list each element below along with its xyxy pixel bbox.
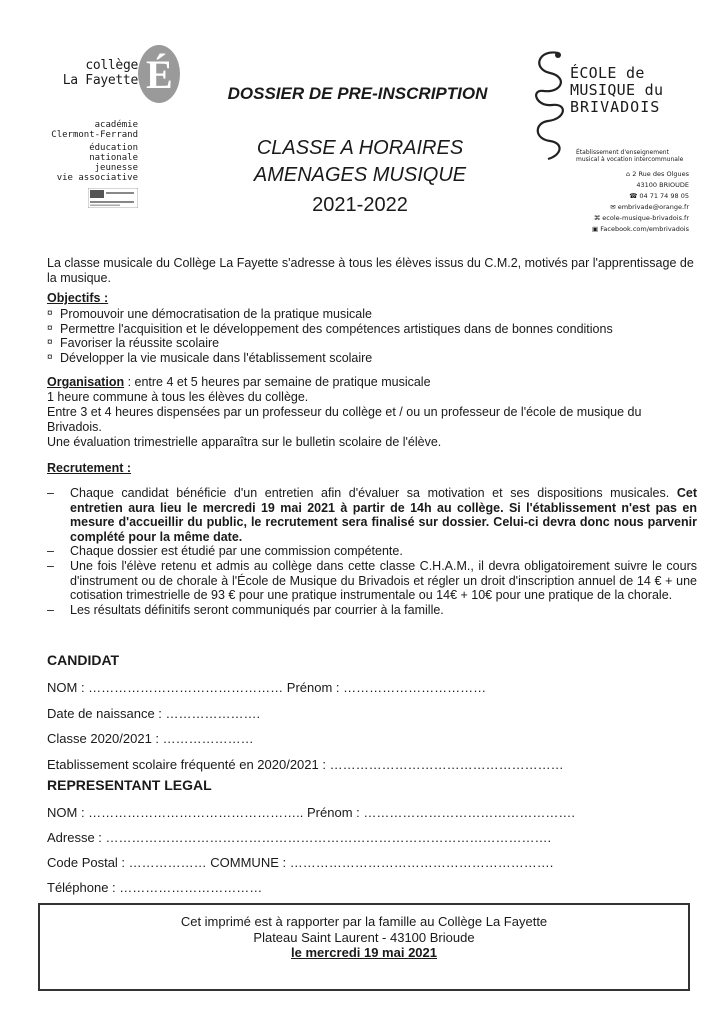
college-name bbox=[63, 58, 138, 88]
facebook-icon: ▣ bbox=[592, 225, 601, 233]
ministry-line2: nationale bbox=[89, 153, 138, 163]
list-item bbox=[47, 603, 697, 618]
list-item bbox=[47, 544, 697, 559]
organisation-text: : entre 4 et 5 heures par semaine de pratique musicale bbox=[124, 375, 431, 389]
objectifs-heading: Objectifs : bbox=[47, 291, 109, 305]
recrutement-text: Les résultats définitifs seront communiqués par courrier à la famille. bbox=[70, 602, 444, 617]
recrutement-bold-text: Cet entretien aura lieu le mercredi 19 mai 2021 à partir de 14h au collège. Si l'établissement n'est pas en mesure d'accueillir du public, le recrutement sera finalisé sur dossier. Celui-ci devra donc nous parvenir complété pour la même date. bbox=[70, 486, 697, 544]
list-item bbox=[47, 486, 697, 544]
web-icon: ⌘ bbox=[593, 214, 603, 222]
document-title: DOSSIER DE PRE-INSCRIPTION bbox=[227, 84, 488, 103]
list-item bbox=[47, 351, 697, 366]
school-name-line1: ÉCOLE de bbox=[570, 64, 645, 82]
college-name-line2: La Fayette bbox=[62, 73, 138, 88]
candidat-school-field[interactable]: Etablissement scolaire fréquenté en 2020/2021 : ……………………………………………… bbox=[47, 757, 564, 772]
logo-letter: É bbox=[146, 52, 173, 97]
notice-line1: Cet imprimé est à rapporter par la famille au Collège La Fayette bbox=[180, 914, 548, 929]
school-phone: 04 71 74 98 05 bbox=[639, 192, 689, 200]
recrutement-text: Chaque dossier est étudié par une commission compétente. bbox=[70, 544, 403, 559]
ministry-line3: jeunesse bbox=[94, 163, 138, 173]
dash-icon: – bbox=[47, 544, 54, 559]
establishment-description: Établissement d'enseignement musical à vocation intercommunale bbox=[576, 149, 684, 163]
phone-icon: ☎ bbox=[629, 192, 640, 200]
academy-line2: Clermont-Ferrand bbox=[51, 130, 138, 140]
ministry-line1: éducation bbox=[89, 143, 138, 153]
recrutement-text: Chaque candidat bénéficie d'un entretien afin d'évaluer sa motivation et ses dispositions musicales. bbox=[70, 486, 677, 500]
school-address: 2 Rue des Olgues bbox=[632, 170, 689, 178]
representant-phone-field[interactable]: Téléphone : …………………………… bbox=[47, 880, 263, 895]
representant-address-field[interactable]: Adresse : …………………………………………………………………………………………. bbox=[47, 830, 552, 845]
bullet-icon: ¤ bbox=[47, 352, 53, 364]
email-icon: ✉ bbox=[610, 203, 618, 211]
organisation-line1 bbox=[47, 375, 697, 390]
dash-icon: – bbox=[47, 486, 54, 500]
representant-postal-field[interactable]: Code Postal : ……………… COMMUNE : ……………………………………………………. bbox=[47, 855, 554, 870]
recrutement-heading: Recrutement : bbox=[47, 461, 132, 475]
ministry-name bbox=[57, 143, 138, 183]
college-name-line1: collège bbox=[85, 58, 138, 73]
representant-heading: REPRESENTANT LEGAL bbox=[47, 777, 212, 793]
organisation-line4: Une évaluation trimestrielle apparaîtra sur le bulletin scolaire de l'élève. bbox=[47, 435, 442, 449]
candidat-name-field[interactable]: NOM : ……………………………………… Prénom : …………………………… bbox=[47, 680, 487, 695]
list-item bbox=[47, 336, 697, 351]
objectifs-list bbox=[47, 307, 697, 366]
bullet-icon: ¤ bbox=[47, 322, 53, 334]
notice-line2: Plateau Saint Laurent - 43100 Brioude bbox=[253, 929, 475, 945]
representant-name-field[interactable]: NOM : ………………………………………….. Prénom : …………………………………………. bbox=[47, 805, 575, 820]
music-clef-icon bbox=[528, 47, 574, 167]
school-city: 43100 BRIOUDE bbox=[636, 181, 689, 189]
candidat-birthdate-field[interactable]: Date de naissance : …………………. bbox=[47, 706, 261, 721]
notice-deadline: le mercredi 19 mai 2021 bbox=[291, 945, 437, 960]
location-icon: ⌂ bbox=[626, 170, 633, 178]
bullet-icon: ¤ bbox=[47, 308, 53, 319]
music-school-logo bbox=[528, 45, 693, 255]
marianne-logo-icon bbox=[88, 188, 138, 208]
objectif-text: Développer la vie musicale dans l'établissement scolaire bbox=[60, 351, 373, 366]
school-contact bbox=[592, 169, 689, 235]
objectif-text: Favoriser la réussite scolaire bbox=[60, 336, 220, 351]
class-title bbox=[195, 135, 525, 189]
list-item bbox=[47, 322, 697, 337]
school-email[interactable]: embrivade@orange.fr bbox=[617, 203, 689, 211]
bullet-icon: ¤ bbox=[47, 337, 53, 349]
class-title-line2: AMENAGES MUSIQUE bbox=[253, 164, 467, 186]
academy-name bbox=[51, 120, 138, 140]
recrutement-text: Une fois l'élève retenu et admis au collège dans cette classe C.H.A.M., il devra obligatoirement suivre le cours d'instrument ou de chorale à l'École de Musique du Brivadois et régler un droit d'inscription annuel de 14 € + une cotisation trimestrielle de 93 € pour une pratique instrumentale ou 14€ + 10€ pour une pratique de la chorale. bbox=[70, 558, 697, 603]
school-name-line2: MUSIQUE du bbox=[570, 81, 664, 99]
candidat-heading: CANDIDAT bbox=[47, 652, 120, 668]
organisation-line2: 1 heure commune à tous les élèves du collège. bbox=[47, 390, 309, 404]
school-year: 2021-2022 bbox=[312, 194, 408, 216]
dash-icon: – bbox=[47, 558, 54, 573]
objectif-text: Promouvoir une démocratisation de la pratique musicale bbox=[60, 307, 372, 321]
objectif-text: Permettre l'acquisition et le développement des compétences artistiques dans de bonnes conditions bbox=[60, 321, 613, 336]
music-school-name bbox=[570, 65, 663, 116]
intro-text: La classe musicale du Collège La Fayette s'adresse à tous les élèves issus du C.M.2, motivés par l'apprentissage de la musique. bbox=[47, 256, 694, 285]
organisation-heading: Organisation bbox=[47, 375, 125, 389]
class-title-line1: CLASSE A HORAIRES bbox=[256, 137, 464, 159]
list-item bbox=[47, 559, 697, 603]
school-facebook[interactable]: Facebook.com/embrivadois bbox=[600, 225, 689, 233]
organisation-line3: Entre 3 et 4 heures dispensées par un professeur du collège et / ou un professeur de l'école de musique du Brivadois. bbox=[47, 405, 642, 434]
college-logo bbox=[40, 40, 190, 215]
dash-icon: – bbox=[47, 602, 54, 617]
candidat-class-field[interactable]: Classe 2020/2021 : ………………… bbox=[47, 731, 254, 746]
ministry-line4: vie associative bbox=[56, 173, 138, 183]
school-website[interactable]: ecole-musique-brivadois.fr bbox=[602, 214, 689, 222]
recrutement-list bbox=[47, 486, 697, 617]
notice-box bbox=[38, 903, 690, 991]
school-name-line3: BRIVADOIS bbox=[570, 98, 661, 116]
e-letter-icon bbox=[138, 45, 180, 103]
academy-line1: académie bbox=[94, 120, 138, 130]
list-item bbox=[47, 307, 697, 322]
